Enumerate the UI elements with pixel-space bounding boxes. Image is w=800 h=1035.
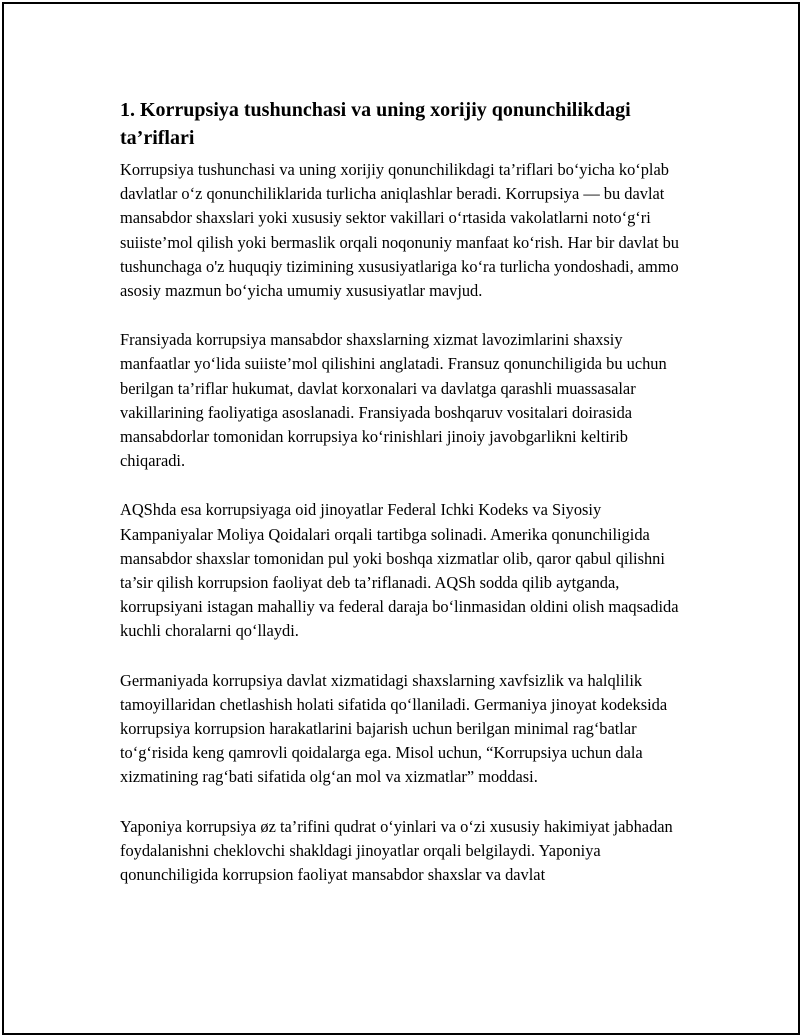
paragraph-germany: Germaniyada korrupsiya davlat xizmatidagi shaxslarning xavfsizlik va halqlilik tamoyillaridan chetlashish holati sifatida qo‘llaniladi. Germaniya jinoyat kodeksida korrupsiya korrupsion harakatlarini bajarish uchun berilgan minimal rag‘batlar to‘g‘risida keng qamrovli qoidalarga ega. Misol uchun, “Korrupsiya uchun dala xizmatining rag‘bati sifatida olg‘an mol va xizmatlar” moddasi. [120,670,668,787]
paragraph-intro: Korrupsiya tushunchasi va uning xorijiy qonunchilikdagi ta’riflari bo‘yicha ko‘plab davlatlar o‘z qonunchiliklarida turlicha aniqlashlar beradi. Korrupsiya — bu davlat mansabdor shaxslari yoki xususiy sektor vakillari o‘rtasida vakolatlarni noto‘g‘ri suiiste’mol qilish yoki bermaslik orqali noqonuniy manfaat ko‘rish. Har bir davlat bu tushunchaga o'z huquqiy tizimining xususiyatlariga ko‘ra turlicha yondoshadi, ammo asosiy mazmun bo‘yicha umumiy xususiyatlar mavjud. [120,160,680,301]
document-body [120,96,686,912]
section-heading: 1. Korrupsiya tushunchasi va uning xorijiy qonunchilikdagi ta’riflari [120,99,631,149]
paragraph-usa: AQShda esa korrupsiyaga oid jinoyatlar Federal Ichki Kodeks va Siyosiy Kampaniyalar Moliya Qoidalari orqali tartibga solinadi. Amerika qonunchiligida mansabdor shaxslar tomonidan pul yoki boshqa xizmatlar olib, qaror qabul qilishni ta’sir qilish korrupsion faoliyat deb ta’riflanadi. AQSh sodda qilib aytganda, korrupsiyani istagan mahalliy va federal daraja bo‘linmasidan oldini olish maqsadida kuchli choralarni qo‘llaydi. [120,500,679,641]
paragraph-japan: Yaponiya korrupsiya øz ta’rifini qudrat o‘yinlari va o‘zi xususiy hakimiyat jabhadan foydalanishni cheklovchi shakldagi jinoyatlar orqali belgilaydi. Yaponiya qonunchiligida korrupsion faoliyat mansabdor shaxslar va davlat [120,816,673,885]
paragraph-france: Fransiyada korrupsiya mansabdor shaxslarning xizmat lavozimlarini shaxsiy manfaatlar yo‘lida suiiste’mol qilishini anglatadi. Fransuz qonunchiligida bu uchun berilgan ta’riflar hukumat, davlat korxonalari va davlatga qarashli muassasalar vakillarining faoliyatiga asoslanadi. Fransiyada boshqaruv vositalari doirasida mansabdorlar tomonidan korrupsiya ko‘rinishlari jinoiy javobgarlikni keltirib chiqaradi. [120,330,667,471]
document-page [2,2,800,1035]
